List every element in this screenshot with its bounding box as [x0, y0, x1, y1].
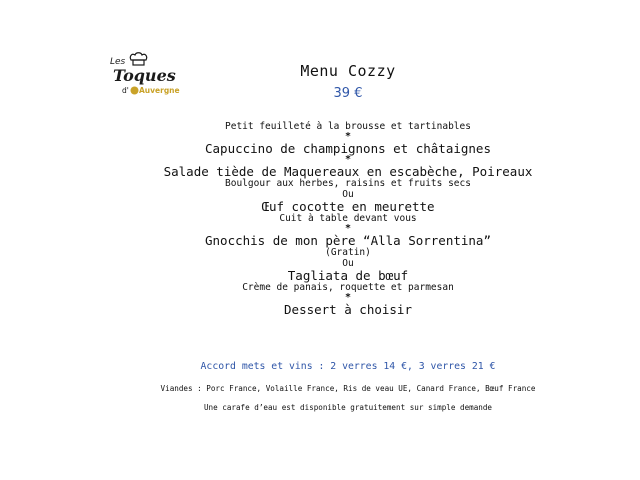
course-separator: * — [344, 223, 352, 234]
water-carafe-note: Une carafe d’eau est disponible gratuitement sur simple demande — [203, 403, 493, 412]
menu-dish: Tagliata de bœuf — [287, 268, 409, 283]
menu-dish-detail: Crème de panais, roquette et parmesan — [242, 282, 454, 293]
wine-pairing-note: Accord mets et vins : 2 verres 14 €, 3 verres 21 € — [200, 361, 496, 372]
menu-or-choice: Ou — [342, 258, 354, 269]
logo-auvergne-text: Auvergne — [139, 86, 180, 95]
menu-course-list — [0, 121, 640, 316]
course-separator: * — [344, 292, 352, 303]
menu-dish: Dessert à choisir — [284, 302, 412, 317]
menu-dish: Salade tiède de Maquereaux en escabèche, Poireaux — [163, 164, 533, 179]
menu-dish-detail: Petit feuilleté à la brousse et tartinables — [225, 121, 471, 132]
menu-or-choice: Ou — [342, 189, 354, 200]
meat-origin-note: Viandes : Porc France, Volaille France, Ris de veau UE, Canard France, Bœuf France — [160, 384, 536, 393]
logo-toques-text: Toques — [113, 66, 176, 85]
menu-price: 39 € — [333, 86, 363, 101]
menu-dish-detail: Boulgour aux herbes, raisins et fruits secs — [225, 178, 471, 189]
menu-title: Menu Cozzy — [300, 62, 396, 80]
logo-les-text: Les — [110, 57, 126, 67]
logo-d-text: d' — [122, 86, 129, 95]
menu-dish: Œuf cocotte en meurette — [261, 199, 435, 214]
menu-dish: Capuccino de champignons et châtaignes — [205, 141, 491, 156]
menu-dish-detail: Cuit à table devant vous — [279, 213, 417, 224]
course-separator: * — [344, 154, 352, 165]
course-separator: * — [344, 131, 352, 142]
menu-dish: Gnocchis de mon père “Alla Sorrentina” — [205, 233, 491, 248]
menu-dish-detail: (Gratin) — [325, 247, 371, 258]
